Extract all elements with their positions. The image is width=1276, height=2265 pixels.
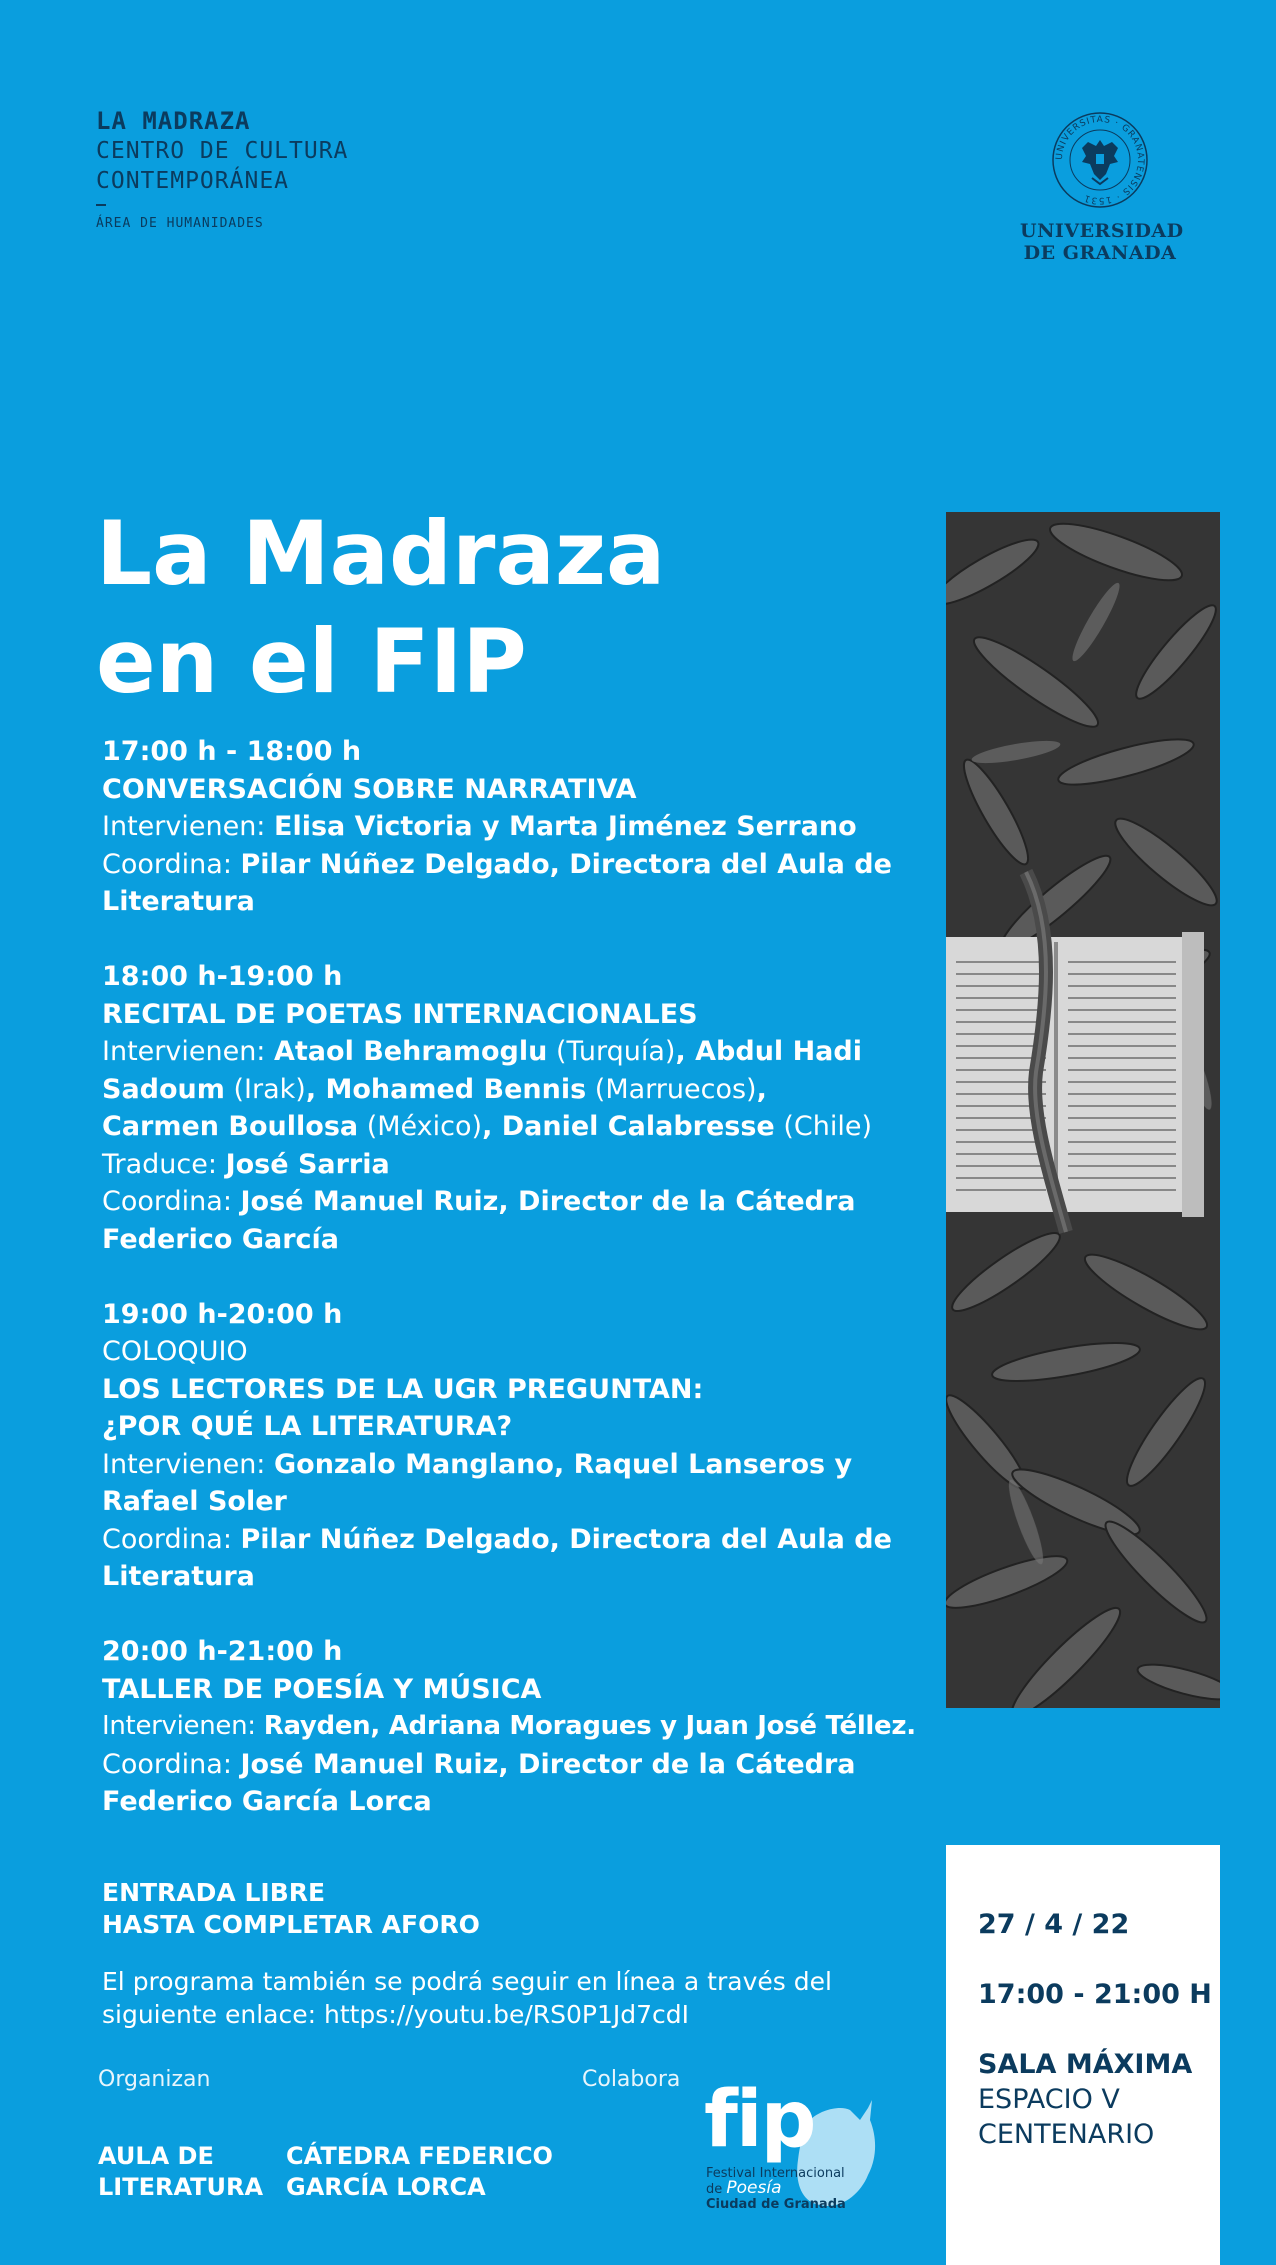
session-speakers xyxy=(102,1446,922,1484)
session-coordinator xyxy=(102,1521,922,1559)
title-line-1: La Madraza xyxy=(96,502,666,605)
session-title: CONVERSACIÓN SOBRE NARRATIVA xyxy=(102,773,637,805)
session-1 xyxy=(102,733,922,921)
poet-name: Daniel Calabresse xyxy=(501,1111,775,1142)
session-speakers xyxy=(102,808,922,846)
organizer-aula-line-1: AULA DE xyxy=(98,2142,214,2170)
poet-name-cont: Sadoum xyxy=(102,1073,225,1105)
organizer-catedra-line-2: GARCÍA LORCA xyxy=(286,2173,486,2201)
header-divider xyxy=(96,204,106,206)
entry-note xyxy=(102,1877,480,1941)
university-name xyxy=(1020,220,1184,264)
coord-name: Pilar Núñez Delgado, Directora del Aula de xyxy=(240,848,892,880)
session-translator xyxy=(102,1146,922,1184)
speakers-names: Elisa Victoria y Marta Jiménez Serrano xyxy=(274,811,857,842)
organizer-aula-line-2: LITERATURA xyxy=(98,2173,264,2201)
university-line-2: DE GRANADA xyxy=(1023,242,1177,264)
event-date: 27 / 4 / 22 xyxy=(978,1909,1130,1940)
online-link[interactable]: siguiente enlace: https://youtu.be/RS0P1Jd7cdI xyxy=(102,2000,690,2029)
online-note xyxy=(102,1965,922,2031)
session-time: 19:00 h-20:00 h xyxy=(102,1298,343,1330)
university-line-1: UNIVERSIDAD xyxy=(1020,220,1184,242)
poet-name: Abdul Hadi xyxy=(695,1036,862,1067)
collaborator-label: Colabora xyxy=(582,2067,681,2092)
organizer-catedra-line-1: CÁTEDRA FEDERICO xyxy=(286,2142,553,2170)
page-title xyxy=(96,500,665,716)
coord-name-cont: Federico García xyxy=(102,1223,340,1255)
coord-name: Pilar Núñez Delgado, Directora del Aula de xyxy=(240,1523,892,1555)
speakers-label: Intervienen: xyxy=(102,1711,256,1741)
speakers-names: Rayden, Adriana Moragues y Juan José Téllez. xyxy=(263,1711,916,1741)
speakers-line-3: Carmen Boullosa (México), Daniel Calabresse (Chile) xyxy=(102,1111,872,1142)
poet-country: (Chile) xyxy=(783,1111,872,1142)
event-hours: 17:00 - 21:00 H xyxy=(978,1979,1212,2010)
session-time: 20:00 h-21:00 h xyxy=(102,1636,343,1667)
fip-line-2a: de xyxy=(706,2182,723,2197)
online-line-1: El programa también se podrá seguir en línea a través del xyxy=(102,1967,832,1996)
event-venue-sub-1: ESPACIO V xyxy=(978,2084,1120,2115)
coord-label: Coordina: xyxy=(102,848,232,880)
coord-name-cont: Literatura xyxy=(102,1561,255,1592)
speakers-names: Gonzalo Manglano, Raquel Lanseros y xyxy=(274,1448,853,1480)
session-time: 18:00 h-19:00 h xyxy=(102,961,343,992)
session-coordinator xyxy=(102,1183,922,1221)
session-title: LOS LECTORES DE LA UGR PREGUNTAN: xyxy=(102,1373,704,1405)
org-subtitle-1: CENTRO DE CULTURA xyxy=(96,138,349,164)
speakers-label: Intervienen: xyxy=(102,811,266,842)
book-on-leaves-photo xyxy=(946,512,1220,1708)
coord-name-cont: Federico García Lorca xyxy=(102,1786,432,1817)
poet-name: Carmen Boullosa xyxy=(102,1111,359,1142)
speakers-label: Intervienen: xyxy=(102,1448,266,1480)
coord-label: Coordina: xyxy=(102,1748,232,1780)
session-coordinator xyxy=(102,1746,922,1784)
fip-line-1: Festival Internacional xyxy=(706,2166,845,2181)
program xyxy=(102,733,922,1858)
speakers-label: Intervienen: xyxy=(102,1036,266,1067)
poet-name: Ataol Behramoglu xyxy=(274,1036,548,1067)
translator-label: Traduce: xyxy=(102,1148,217,1180)
session-title-cont: ¿POR QUÉ LA LITERATURA? xyxy=(102,1411,513,1442)
coord-name: José Manuel Ruiz, Director de la Cátedra xyxy=(240,1748,856,1780)
session-speakers xyxy=(102,1708,922,1746)
fip-line-2b: Poesía xyxy=(726,2178,782,2198)
photo-illustration xyxy=(946,512,1220,1708)
event-venue-sub-2: CENTENARIO xyxy=(978,2119,1155,2150)
fip-word: fip xyxy=(704,2075,815,2165)
poet-country: (Turquía) xyxy=(555,1036,676,1067)
organizer-catedra xyxy=(286,2141,553,2203)
poet-country: (Marruecos) xyxy=(594,1073,757,1105)
speakers-names-cont: Rafael Soler xyxy=(102,1486,287,1517)
poet-name: Mohamed Bennis xyxy=(325,1073,587,1105)
coord-name-cont: Literatura xyxy=(102,886,255,917)
fip-logo xyxy=(700,2075,880,2220)
session-coordinator xyxy=(102,846,922,884)
poet-country: (México) xyxy=(366,1111,483,1142)
coord-label: Coordina: xyxy=(102,1186,232,1217)
event-details-panel xyxy=(946,1845,1220,2265)
session-time: 17:00 h - 18:00 h xyxy=(102,736,362,767)
session-2 xyxy=(102,958,922,1258)
session-title: TALLER DE POESÍA Y MÚSICA xyxy=(102,1673,542,1705)
org-subtitle-2: CONTEMPORÁNEA xyxy=(96,168,290,194)
ugr-seal-icon xyxy=(1050,110,1150,210)
fip-subtitle xyxy=(706,2166,846,2212)
session-title: RECITAL DE POETAS INTERNACIONALES xyxy=(102,998,698,1030)
session-speakers: Intervienen: Ataol Behramoglu (Turquía), Abdul Hadi xyxy=(102,1036,862,1067)
org-name: LA MADRAZA xyxy=(96,107,251,135)
org-area: ÁREA DE HUMANIDADES xyxy=(96,216,264,231)
ugr-logo xyxy=(1020,110,1184,264)
session-4 xyxy=(102,1633,922,1821)
madraza-header xyxy=(96,106,348,232)
fip-line-3: Ciudad de Granada xyxy=(706,2197,846,2212)
organizer-aula xyxy=(98,2141,263,2203)
coord-name: José Manuel Ruiz, Director de la Cátedra xyxy=(240,1186,856,1217)
event-venue: SALA MÁXIMA xyxy=(978,2049,1193,2080)
entry-line-2: HASTA COMPLETAR AFORO xyxy=(102,1910,480,1939)
translator-name: José Sarria xyxy=(225,1148,390,1180)
organizers-label: Organizan xyxy=(98,2067,211,2092)
seal-text: UNIVERSITAS · GRANATENSIS · 1531 xyxy=(1054,114,1146,206)
title-line-2: en el FIP xyxy=(96,610,527,713)
session-kind: COLOQUIO xyxy=(102,1336,248,1367)
coord-label: Coordina: xyxy=(102,1523,232,1555)
poet-country: (Irak) xyxy=(233,1073,306,1105)
speakers-line-2: Sadoum (Irak), Mohamed Bennis (Marruecos), xyxy=(102,1073,767,1105)
session-3 xyxy=(102,1296,922,1596)
entry-line-1: ENTRADA LIBRE xyxy=(102,1878,326,1907)
